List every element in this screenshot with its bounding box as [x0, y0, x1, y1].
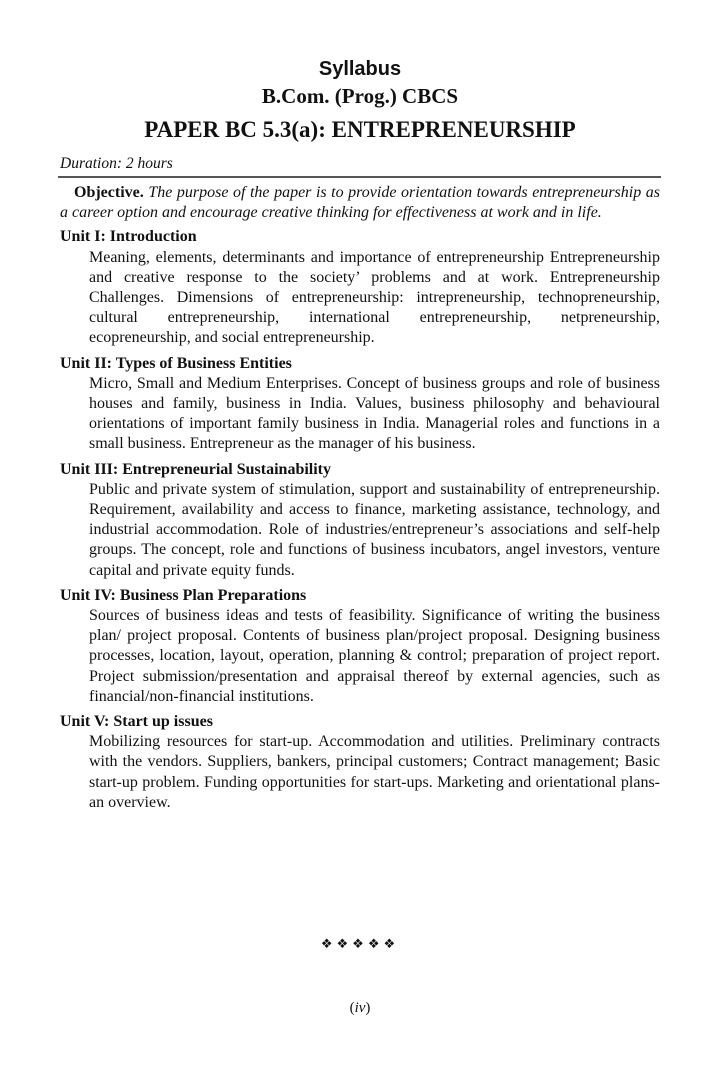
- course-heading: B.Com. (Prog.) CBCS: [261, 84, 459, 108]
- unit-body: Sources of business ideas and tests of feasibility. Significance of writing the business plan/ project proposal. Contents of business plan/project proposal. Designing business processes, location, layout, operation, planning & control; preparation of project report. Project submission/presentation and appraisal thereof by external agencies, such as financial/non-financial institutions.: [89, 607, 660, 705]
- syllabus-heading: Syllabus: [318, 58, 402, 80]
- objective-paragraph: [60, 183, 660, 223]
- header-divider: [58, 176, 661, 178]
- objective-label: Objective.: [74, 184, 144, 201]
- unit-title: Unit III: Entrepreneurial Sustainability: [60, 460, 332, 478]
- unit-section: [60, 354, 660, 455]
- duration-label: Duration: 2 hours: [60, 155, 173, 172]
- unit-body: Public and private system of stimulation, support and sustainability of entrepreneurship. Requirement, availability and access to finance, marketing assistance, technology, and industrial accommodation. Role of industries/entrepreneur’s associations and self-help groups. The concept, role and functions of business incubators, angel investors, venture capital and private equity funds.: [89, 480, 660, 579]
- page-number-open: (: [349, 1000, 355, 1016]
- paper-title: PAPER BC 5.3(a): ENTREPRENEURSHIP: [144, 117, 576, 142]
- unit-section: [60, 227, 660, 348]
- unit-body: Mobilizing resources for start-up. Accommodation and utilities. Preliminary contracts with the vendors. Suppliers, bankers, principal customers; Contract management; Basic start-up problem. Funding opportunities for start-ups. Marketing and orientational plans-an overview.: [89, 733, 660, 811]
- unit-body: Micro, Small and Medium Enterprises. Concept of business groups and role of business houses and family, business in India. Values, business philosophy and behavioural orientations of important family business in India. Managerial roles and functions in a small business. Entrepreneur as the manager of his business.: [89, 374, 660, 453]
- page-number-value: iv: [354, 1000, 366, 1016]
- unit-section: [60, 460, 660, 581]
- syllabus-content: [60, 183, 660, 818]
- unit-title: Unit II: Types of Business Entities: [60, 354, 292, 372]
- unit-section: [60, 586, 660, 707]
- unit-title: Unit I: Introduction: [60, 228, 197, 246]
- section-end-ornament-icon: ❖❖❖❖❖: [320, 937, 400, 952]
- objective-text: The purpose of the paper is to provide orientation towards entrepreneurship as a career option and encourage creative thinking for effectiveness at work and in life.: [60, 184, 661, 222]
- unit-title: Unit V: Start up issues: [60, 713, 213, 731]
- unit-body: Meaning, elements, determinants and importance of entrepreneurship Entrepreneurship and creative response to the society’ problems and at work. Entrepreneurship Challenges. Dimensions of entrepreneurship: intrepreneurship, technopreneurship, cultural entrepreneurship, international entrepreneurship, netpreneurship, ecopreneurship, and social entrepreneurship.: [89, 248, 660, 347]
- page-number-close: ): [365, 1000, 371, 1016]
- unit-title: Unit IV: Business Plan Preparations: [60, 586, 307, 604]
- unit-section: [60, 712, 660, 813]
- page-number: [0, 1000, 720, 1017]
